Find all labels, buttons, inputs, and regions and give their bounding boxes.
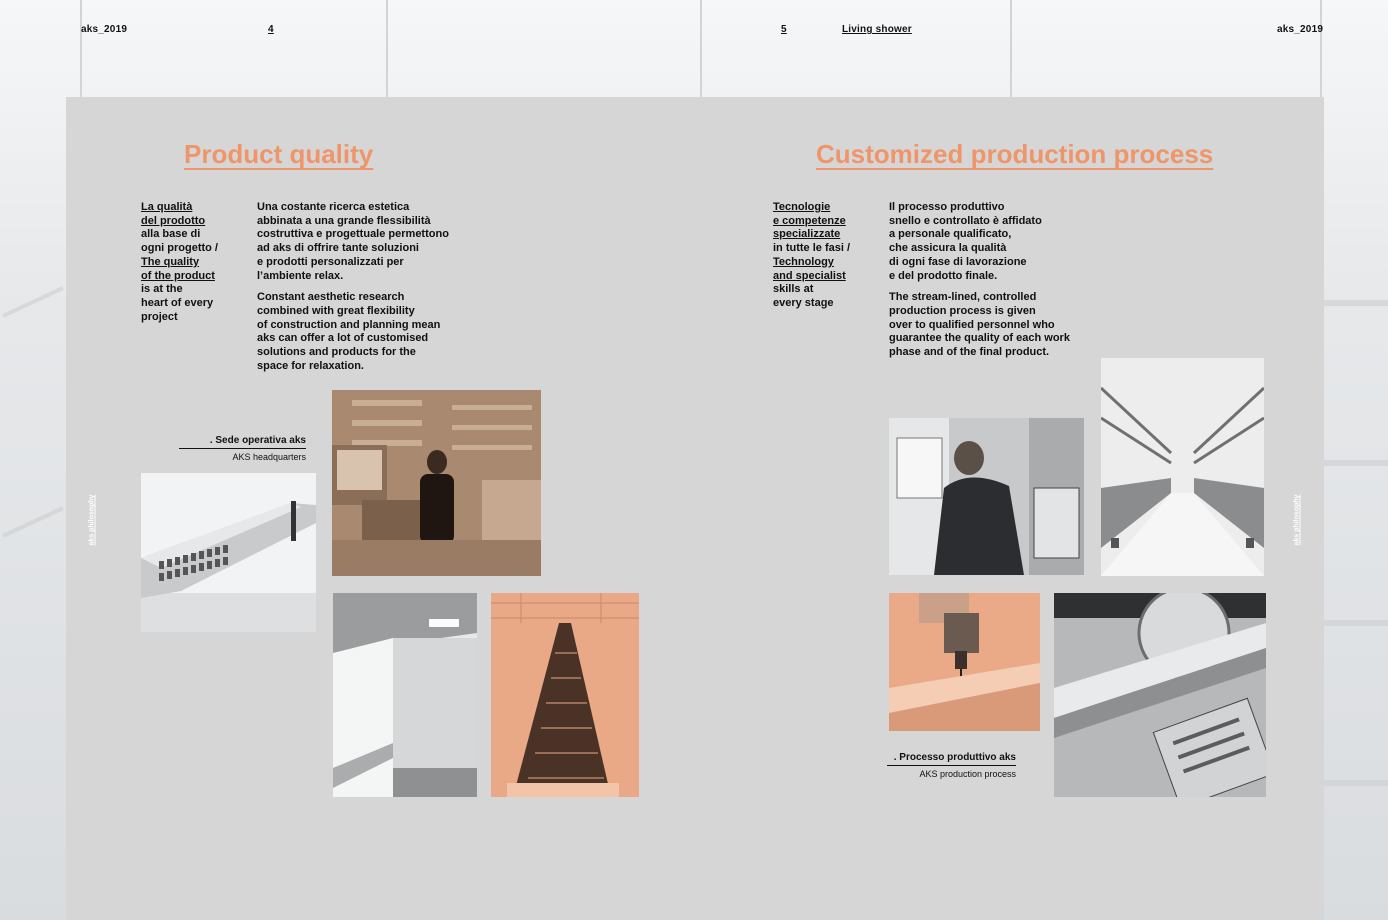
right-caption — [887, 752, 1016, 779]
side-line: Technology — [773, 255, 834, 268]
side-line: e competenze — [773, 214, 846, 227]
left-vertical-label: aks philosophy — [88, 494, 96, 546]
warehouse-worker-photo — [332, 390, 541, 576]
side-line: Tecnologie — [773, 201, 831, 213]
side-line: alla base di — [141, 228, 201, 241]
side-line: del prodotto — [141, 214, 206, 227]
side-line: is at the — [141, 283, 183, 296]
caption-english: AKS production process — [919, 769, 1016, 779]
aluminium-profiles-photo — [141, 473, 316, 632]
side-line: ogni progetto / — [141, 242, 218, 255]
cnc-drill-photo — [889, 593, 1040, 731]
caption-english: AKS headquarters — [232, 452, 306, 462]
side-line: and specialist — [773, 269, 846, 282]
side-line: skills at — [773, 283, 814, 296]
left-caption — [179, 435, 306, 462]
left-brand: aks_2019 — [81, 24, 128, 35]
side-line: La qualità — [141, 201, 193, 213]
caption-italian: . Sede operativa aks — [179, 435, 306, 449]
building-interior-photo — [333, 593, 477, 797]
production-line-photo — [491, 593, 639, 797]
left-body-text — [257, 201, 487, 381]
right-side-note — [773, 201, 850, 311]
right-page-number: 5 — [781, 24, 787, 35]
body-english: The stream-lined, controlled production process is given over to qualified personnel who guarantee the quality of each work phase and of the final product. — [889, 291, 1070, 359]
side-line: every stage — [773, 296, 834, 309]
body-italian: Una costante ricerca estetica abbinata a una grande flessibilità costruttiva e progettuale permettono ad aks di offrire tante soluzioni e prodotti personalizzati per l’ambiente relax. — [257, 201, 449, 282]
side-line: in tutte le fasi / — [773, 242, 851, 255]
section-title: Living shower — [842, 24, 912, 35]
right-vertical-label: aks philosophy — [1293, 494, 1301, 546]
right-brand: aks_2019 — [1277, 24, 1324, 35]
left-page-number: 4 — [268, 24, 274, 35]
side-line: of the product — [141, 269, 215, 282]
side-line: heart of every — [141, 296, 214, 309]
body-italian: Il processo produttivo snello e controllato è affidato a personale qualificato, che assicura la qualità di ogni fase di lavorazione e del prodotto finale. — [889, 201, 1042, 282]
body-english: Constant aesthetic research combined with great flexibility of construction and planning mean aks can offer a lot of customised solutions and products for the space for relaxation. — [257, 291, 441, 372]
right-page-title: Customized production process — [816, 139, 1214, 169]
machine-operator-photo — [889, 418, 1084, 575]
side-line: The quality — [141, 255, 200, 268]
left-side-note — [141, 201, 218, 324]
right-body-text — [889, 201, 1119, 368]
side-line: project — [141, 310, 178, 323]
left-page-title: Product quality — [184, 139, 374, 169]
caption-italian: . Processo produttivo aks — [887, 752, 1016, 766]
warehouse-aisle-photo — [1101, 358, 1264, 576]
cutting-machine-photo — [1054, 593, 1266, 797]
side-line: specializzate — [773, 228, 841, 241]
